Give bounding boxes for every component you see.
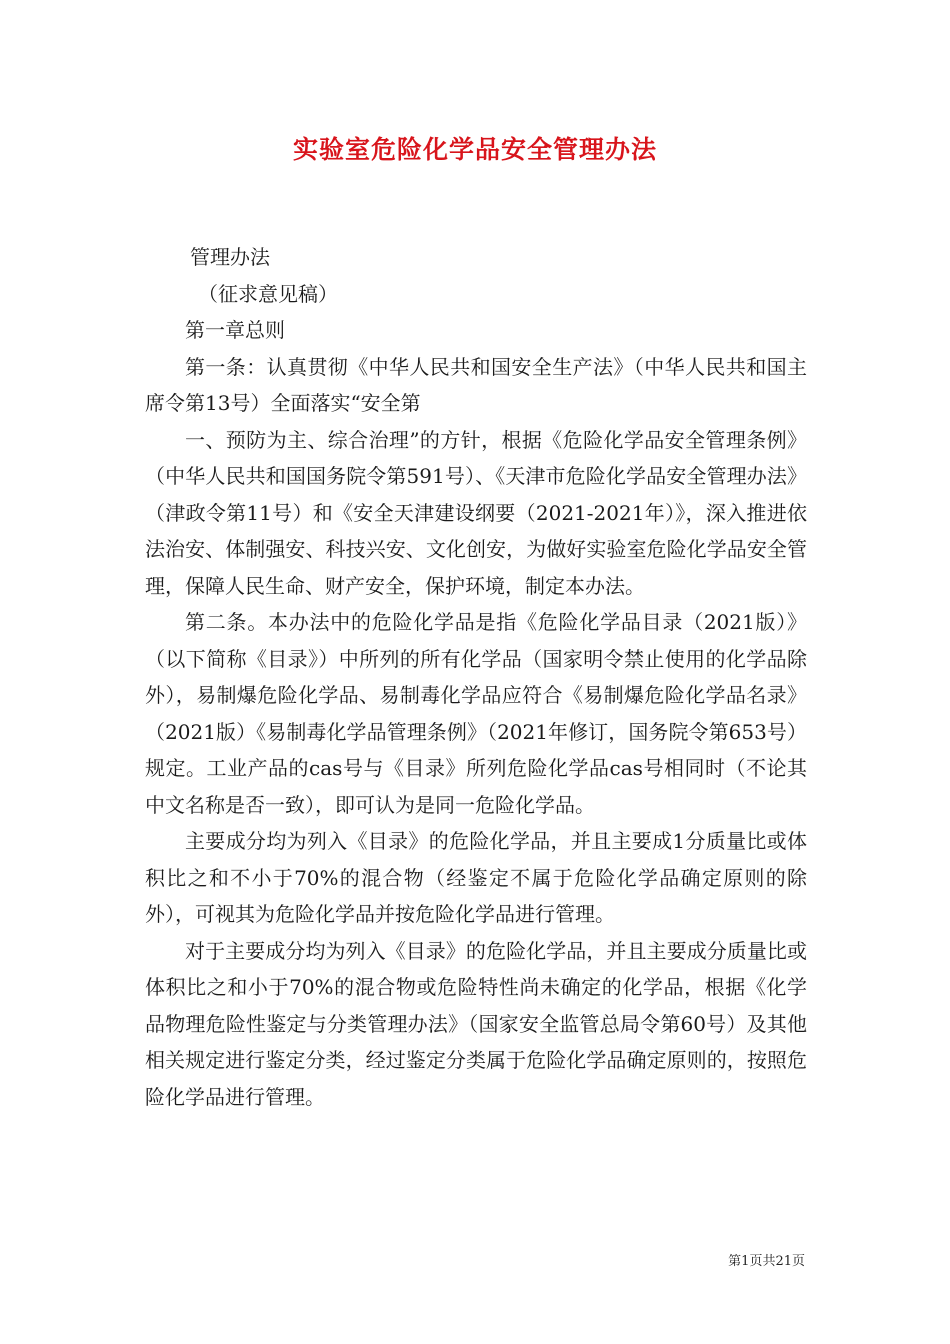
paragraph-heading-measures: 管理办法 [190, 245, 270, 269]
paragraph-mixture-over-70: 主要成分均为列入《目录》的危险化学品，并且主要成1分质量比或体积比之和不小于70%的混合物（经鉴定不属于危险化学品确定原则的除外），可视其为危险化学品并按危险化学品进行管理。 [145, 829, 807, 926]
paragraph-article-one: 第一条：认真贯彻《中华人民共和国安全生产法》（中华人民共和国主席令第13号）全面落实“安全第 [145, 354, 807, 415]
paragraph-mixture-under-70: 对于主要成分均为列入《目录》的危险化学品，并且主要成分质量比或体积比之和小于70%的混合物或危险特性尚未确定的化学品，根据《化学品物理危险性鉴定与分类管理办法》（国家安全监管总局令第60号）及其他相关规定进行鉴定分类，经过鉴定分类属于危险化学品确定原则的，按照危险化学品进行管理。 [145, 938, 807, 1109]
page-number-footer: 第1页共21页 [728, 1254, 805, 1269]
document-body [145, 239, 807, 1115]
paragraph-article-one-cont: 一、预防为主、综合治理”的方针，根据《危险化学品安全管理条例》（中华人民共和国国务院令第591号）、《天津市危险化学品安全管理办法》（津政令第11号）和《安全天津建设纲要（2021-2021年）》，深入推进依法治安、体制强安、科技兴安、文化创安，为做好实验室危险化学品安全管理，保障人民生命、财产安全，保护环境，制定本办法。 [145, 427, 807, 598]
paragraph-article-two: 第二条。本办法中的危险化学品是指《危险化学品目录（2021版）》（以下简称《目录》）中所列的所有化学品（国家明令禁止使用的化学品除外），易制爆危险化学品、易制毒化学品应符合《易制爆危险化学品名录》（2021版）《易制毒化学品管理条例》（2021年修订，国务院令第653号）规定。工业产品的cas号与《目录》所列危险化学品cas号相同时（不论其中文名称是否一致），即可认为是同一危险化学品。 [145, 610, 807, 817]
paragraph-chapter-one: 第一章总则 [185, 318, 285, 342]
paragraph-draft-note: （征求意见稿） [198, 281, 338, 306]
document-title: 实验室危险化学品安全管理办法 [292, 135, 657, 164]
